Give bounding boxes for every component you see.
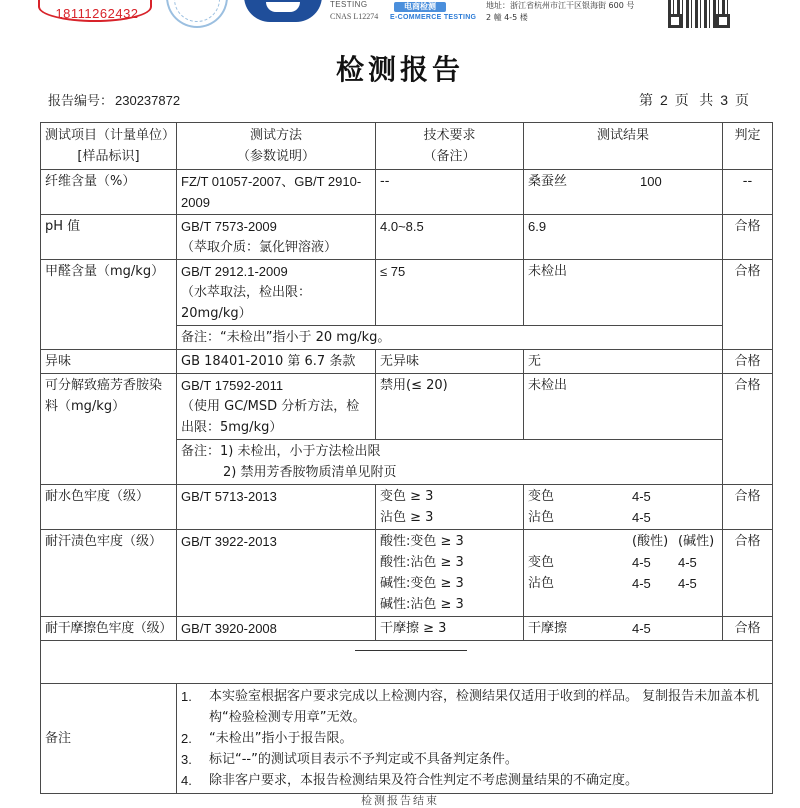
table-row bbox=[41, 374, 773, 440]
row-result bbox=[524, 617, 723, 641]
notes-label: 备注 bbox=[41, 684, 177, 794]
page-mid: 页 共 bbox=[674, 93, 717, 109]
row-item: 耐汗渍色牢度（级） bbox=[41, 530, 177, 617]
row-remark bbox=[177, 440, 723, 485]
qr-code-icon bbox=[668, 0, 730, 28]
page-suffix: 页 bbox=[735, 93, 752, 109]
row-result bbox=[524, 530, 723, 617]
method-note: （水萃取法，检出限：20mg/kg） bbox=[181, 285, 312, 321]
notes-content bbox=[177, 684, 773, 794]
note-number: 3. bbox=[181, 752, 192, 767]
address-line-1: 地址：浙江省杭州市江干区银海街 600 号 bbox=[486, 1, 635, 10]
col-header-method bbox=[177, 123, 376, 170]
row-judgement: 合格 bbox=[723, 260, 773, 350]
row-result: 未检出 bbox=[524, 260, 723, 326]
accreditation-seal-icon bbox=[166, 0, 228, 28]
row-result bbox=[524, 485, 723, 530]
method-note: （使用 GC/MSD 分析方法，检出限：5mg/kg） bbox=[181, 399, 360, 435]
col-header-item-line2: [样品标识] bbox=[77, 149, 140, 164]
result-value: 4-5 bbox=[632, 555, 651, 570]
requirement-line: 沾色 ≥ 3 bbox=[380, 510, 434, 525]
col-header-result: 测试结果 bbox=[524, 123, 723, 170]
requirement-line: 酸性:沾色 ≥ 3 bbox=[380, 555, 464, 570]
blank-row bbox=[41, 641, 773, 684]
notes-list bbox=[181, 686, 768, 791]
requirement-line: 变色 ≥ 3 bbox=[380, 489, 434, 504]
table-row bbox=[41, 617, 773, 641]
method-standard: GB/T 2912.1-2009 bbox=[181, 264, 288, 279]
page-title: 检测报告 bbox=[335, 53, 464, 86]
notes-row bbox=[41, 684, 773, 794]
table-row bbox=[41, 485, 773, 530]
result-value: 4-5 bbox=[678, 576, 697, 591]
ecommerce-label-cn: 电商检测 bbox=[404, 2, 436, 11]
remark-line-1: 备注：1) 未检出，小于方法检出限 bbox=[181, 444, 381, 459]
row-item: 甲醛含量（mg/kg） bbox=[41, 260, 177, 350]
result-value: 4-5 bbox=[632, 621, 651, 636]
table-row bbox=[41, 530, 773, 617]
col-header-req-line2: （备注） bbox=[423, 149, 476, 164]
col-header-item-line1: 测试项目（计量单位） bbox=[45, 128, 176, 143]
table-row bbox=[41, 350, 773, 374]
row-judgement: -- bbox=[723, 170, 773, 215]
row-judgement: 合格 bbox=[723, 485, 773, 530]
note-number: 1. bbox=[181, 689, 192, 704]
row-requirement bbox=[376, 485, 524, 530]
col-header-req-line1: 技术要求 bbox=[423, 128, 476, 143]
row-requirement bbox=[376, 530, 524, 617]
row-requirement: 干摩擦 ≥ 3 bbox=[376, 617, 524, 641]
result-key: 干摩擦 bbox=[528, 621, 568, 636]
requirement-line: 酸性:变色 ≥ 3 bbox=[380, 534, 464, 549]
row-item: pH 值 bbox=[41, 215, 177, 260]
result-key: 沾色 bbox=[528, 576, 555, 591]
row-judgement: 合格 bbox=[723, 617, 773, 641]
page-current: 2 bbox=[659, 92, 671, 108]
result-value: 4-5 bbox=[632, 510, 651, 525]
note-item bbox=[181, 770, 768, 791]
note-text: 本实验室根据客户要求完成以上检测内容，检测结果仅适用于收到的样品。 复制报告未加盖本机构“检验检测专用章”无效。 bbox=[209, 689, 760, 725]
row-judgement: 合格 bbox=[723, 530, 773, 617]
row-result: 无 bbox=[524, 350, 723, 374]
note-number: 4. bbox=[181, 773, 192, 788]
col-header-item bbox=[41, 123, 177, 170]
page-indicator bbox=[639, 90, 752, 110]
note-number: 2. bbox=[181, 731, 192, 746]
row-method bbox=[177, 260, 376, 326]
result-value: 100 bbox=[640, 174, 662, 189]
row-item: 纤维含量（%） bbox=[41, 170, 177, 215]
report-number bbox=[48, 90, 180, 109]
method-standard: GB/T 7573-2009 bbox=[181, 219, 277, 234]
result-key: 变色 bbox=[528, 555, 555, 570]
row-item: 可分解致癌芳香胺染料（mg/kg） bbox=[41, 374, 177, 485]
requirement-line: 碱性:沾色 ≥ 3 bbox=[380, 597, 464, 612]
col-header-requirement bbox=[376, 123, 524, 170]
result-head-alkaline: (碱性) bbox=[678, 534, 715, 549]
note-item bbox=[181, 749, 768, 770]
method-standard: GB/T 17592-2011 bbox=[181, 378, 284, 393]
row-item: 异味 bbox=[41, 350, 177, 374]
row-result: 6.9 bbox=[524, 215, 723, 260]
row-method: GB/T 5713-2013 bbox=[177, 485, 376, 530]
table-row bbox=[41, 170, 773, 215]
row-requirement: 4.0~8.5 bbox=[376, 215, 524, 260]
testing-label: TESTING bbox=[330, 0, 368, 9]
col-header-method-line1: 测试方法 bbox=[249, 128, 302, 143]
row-item: 耐水色牢度（级） bbox=[41, 485, 177, 530]
row-judgement: 合格 bbox=[723, 215, 773, 260]
row-judgement: 合格 bbox=[723, 350, 773, 374]
row-requirement: ≤ 75 bbox=[376, 260, 524, 326]
row-method: GB 18401-2010 第 6.7 条款 bbox=[177, 350, 376, 374]
report-end-mark: 检测报告结束 bbox=[361, 794, 439, 807]
row-requirement: 禁用(≤ 20) bbox=[376, 374, 524, 440]
table-row bbox=[41, 215, 773, 260]
table-header-row bbox=[41, 123, 773, 170]
row-requirement: -- bbox=[376, 170, 524, 215]
note-text: 除非客户要求，本报告检测结果及符合性判定不考虑测量结果的不确定度。 bbox=[209, 773, 639, 788]
row-remark: 备注：“未检出”指小于 20 mg/kg。 bbox=[177, 326, 723, 350]
note-item bbox=[181, 728, 768, 749]
cnas-code: CNAS L12274 bbox=[330, 12, 379, 21]
result-key: 沾色 bbox=[528, 510, 555, 525]
row-requirement: 无异味 bbox=[376, 350, 524, 374]
row-method bbox=[177, 215, 376, 260]
hotline-number: 18111262432 bbox=[55, 6, 139, 21]
page-prefix: 第 bbox=[638, 93, 656, 109]
note-text: 标记“--”的测试项目表示不予判定或不具备判定条件。 bbox=[209, 752, 518, 767]
address-line-2: 2 幢 4-5 楼 bbox=[486, 13, 528, 22]
cnas-logo bbox=[244, 0, 322, 22]
result-value: 4-5 bbox=[678, 555, 697, 570]
method-note: （萃取介质：氯化钾溶液） bbox=[181, 240, 338, 255]
remark-line-2: 2) 禁用芳香胺物质清单见附页 bbox=[223, 465, 397, 480]
note-text: “未检出”指小于报告限。 bbox=[209, 731, 353, 746]
result-head-acid: (酸性) bbox=[632, 534, 669, 549]
results-table bbox=[40, 122, 773, 794]
report-number-value: 230237872 bbox=[115, 93, 181, 108]
result-key: 变色 bbox=[528, 489, 555, 504]
lab-address bbox=[486, 0, 634, 24]
row-result bbox=[524, 170, 723, 215]
col-header-judgement: 判定 bbox=[723, 123, 773, 170]
row-method: GB/T 3922-2013 bbox=[177, 530, 376, 617]
ecommerce-label-en: E-COMMERCE TESTING bbox=[390, 14, 477, 21]
col-header-method-line2: （参数说明） bbox=[236, 149, 315, 164]
page-total: 3 bbox=[720, 92, 731, 108]
row-item: 耐干摩擦色牢度（级） bbox=[41, 617, 177, 641]
report-number-label: 报告编号： bbox=[48, 94, 114, 109]
table-row bbox=[41, 260, 773, 326]
row-method: GB/T 3920-2008 bbox=[177, 617, 376, 641]
result-key: 桑蚕丝 bbox=[528, 174, 568, 189]
requirement-line: 碱性:变色 ≥ 3 bbox=[380, 576, 464, 591]
signature-area bbox=[41, 641, 773, 684]
note-item bbox=[181, 686, 768, 728]
row-method bbox=[177, 374, 376, 440]
row-method: FZ/T 01057-2007、GB/T 2910-2009 bbox=[177, 170, 376, 215]
report-header bbox=[0, 0, 800, 36]
row-result: 未检出 bbox=[524, 374, 723, 440]
result-value: 4-5 bbox=[632, 576, 651, 591]
divider-line bbox=[355, 650, 467, 652]
result-value: 4-5 bbox=[632, 489, 651, 504]
row-judgement: 合格 bbox=[723, 374, 773, 485]
